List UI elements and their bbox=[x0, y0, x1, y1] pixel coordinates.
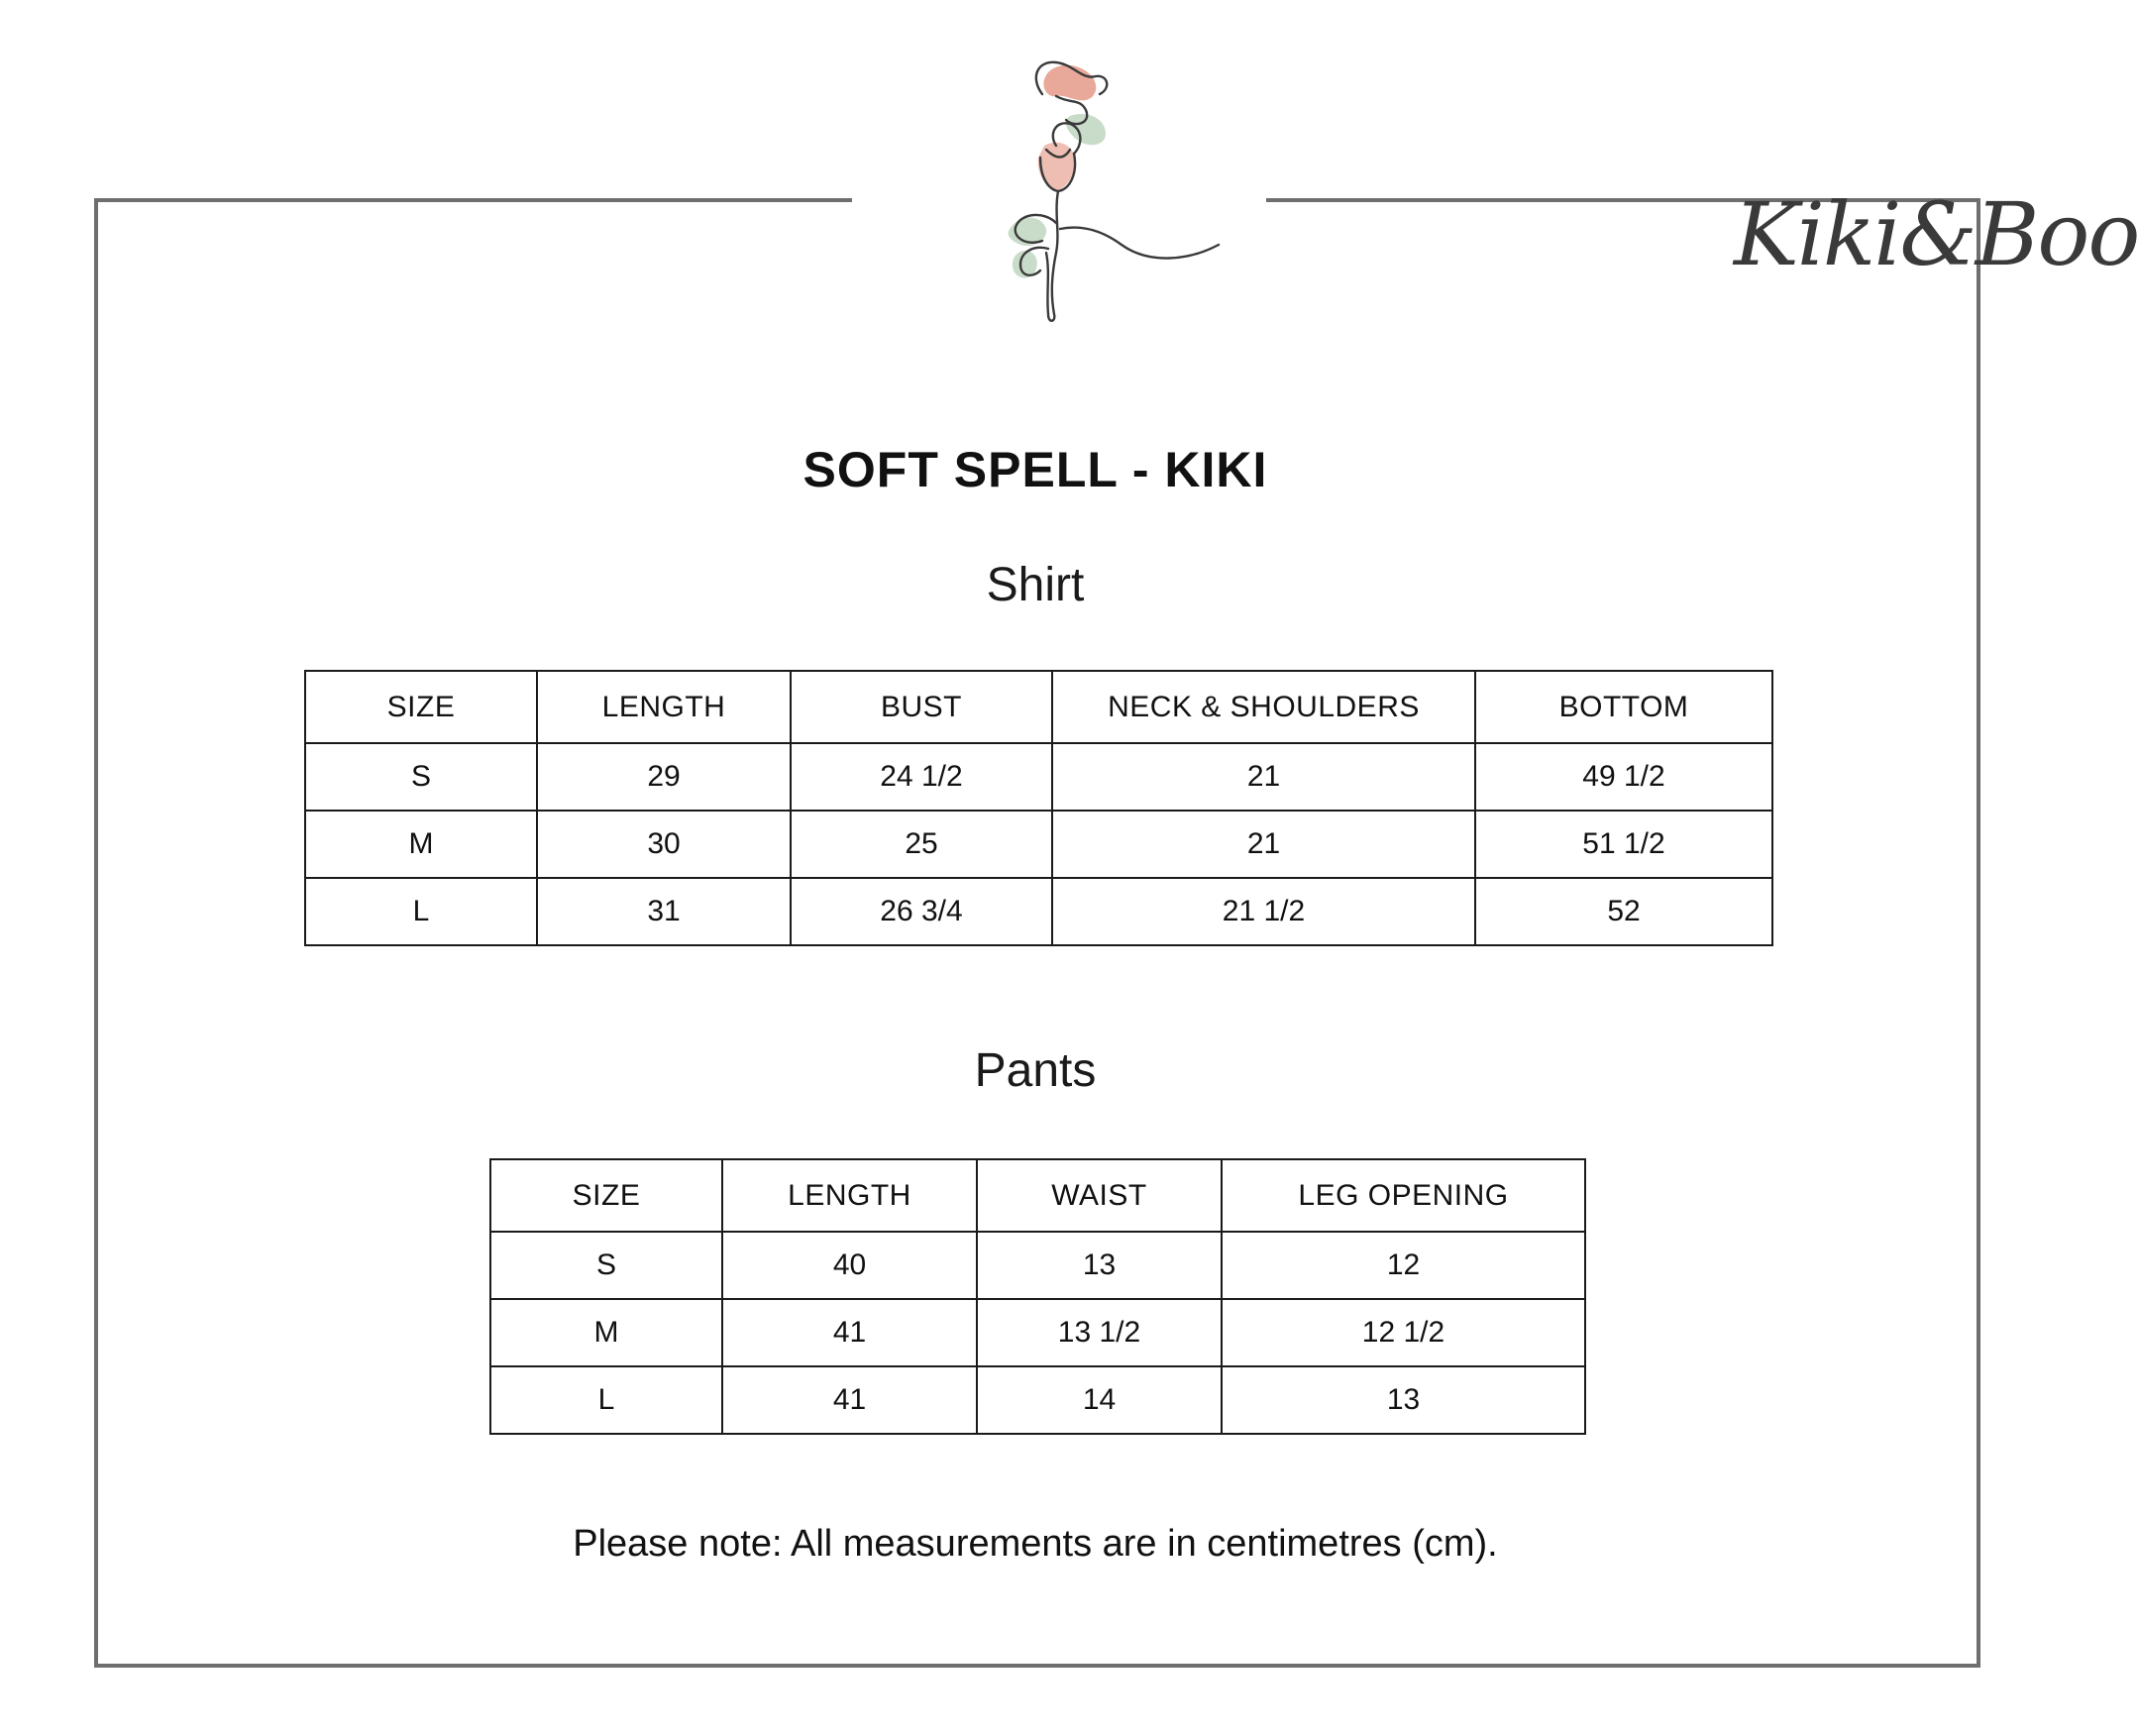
table-cell: 40 bbox=[722, 1232, 977, 1299]
table-cell: S bbox=[490, 1232, 722, 1299]
table-cell: L bbox=[305, 878, 537, 945]
column-header: NECK & SHOULDERS bbox=[1052, 671, 1475, 743]
column-header: SIZE bbox=[305, 671, 537, 743]
page-title: SOFT SPELL - KIKI bbox=[802, 442, 1268, 497]
column-header: LENGTH bbox=[537, 671, 791, 743]
table-row bbox=[305, 811, 1772, 878]
table-cell: 49 1/2 bbox=[1475, 743, 1772, 811]
table-cell: 21 1/2 bbox=[1052, 878, 1475, 945]
table-cell: 51 1/2 bbox=[1475, 811, 1772, 878]
shirt-size-table bbox=[304, 670, 1773, 946]
table-cell: 26 3/4 bbox=[791, 878, 1052, 945]
table-cell: 25 bbox=[791, 811, 1052, 878]
column-header: LENGTH bbox=[722, 1159, 977, 1232]
table-row bbox=[305, 743, 1772, 811]
table-cell: 14 bbox=[977, 1366, 1222, 1434]
table-cell: 13 bbox=[1222, 1366, 1585, 1434]
brand-logo bbox=[862, 54, 2138, 352]
shirt-heading: Shirt bbox=[986, 559, 1085, 611]
column-header: BOTTOM bbox=[1475, 671, 1772, 743]
table-cell: 21 bbox=[1052, 811, 1475, 878]
table-header-row bbox=[490, 1159, 1585, 1232]
table-cell: 52 bbox=[1475, 878, 1772, 945]
table-row bbox=[490, 1299, 1585, 1366]
pants-heading: Pants bbox=[974, 1044, 1097, 1097]
column-header: WAIST bbox=[977, 1159, 1222, 1232]
column-header: SIZE bbox=[490, 1159, 722, 1232]
table-cell: 30 bbox=[537, 811, 791, 878]
rose-icon bbox=[862, 54, 1258, 352]
pants-size-table bbox=[489, 1158, 1586, 1435]
table-cell: 41 bbox=[722, 1299, 977, 1366]
table-cell: 13 bbox=[977, 1232, 1222, 1299]
table-cell: 12 1/2 bbox=[1222, 1299, 1585, 1366]
table-row bbox=[305, 878, 1772, 945]
column-header: BUST bbox=[791, 671, 1052, 743]
table-cell: 41 bbox=[722, 1366, 977, 1434]
table-cell: 13 1/2 bbox=[977, 1299, 1222, 1366]
table-row bbox=[490, 1232, 1585, 1299]
table-cell: M bbox=[490, 1299, 722, 1366]
table-cell: L bbox=[490, 1366, 722, 1434]
table-row bbox=[490, 1366, 1585, 1434]
table-header-row bbox=[305, 671, 1772, 743]
column-header: LEG OPENING bbox=[1222, 1159, 1585, 1232]
table-cell: M bbox=[305, 811, 537, 878]
table-cell: 29 bbox=[537, 743, 791, 811]
measurement-note: Please note: All measurements are in centimetres (cm). bbox=[573, 1523, 1498, 1565]
table-cell: 21 bbox=[1052, 743, 1475, 811]
table-cell: S bbox=[305, 743, 537, 811]
table-cell: 12 bbox=[1222, 1232, 1585, 1299]
table-cell: 31 bbox=[537, 878, 791, 945]
brand-wordmark: Kiki&Boo bbox=[1734, 183, 2138, 285]
table-cell: 24 1/2 bbox=[791, 743, 1052, 811]
